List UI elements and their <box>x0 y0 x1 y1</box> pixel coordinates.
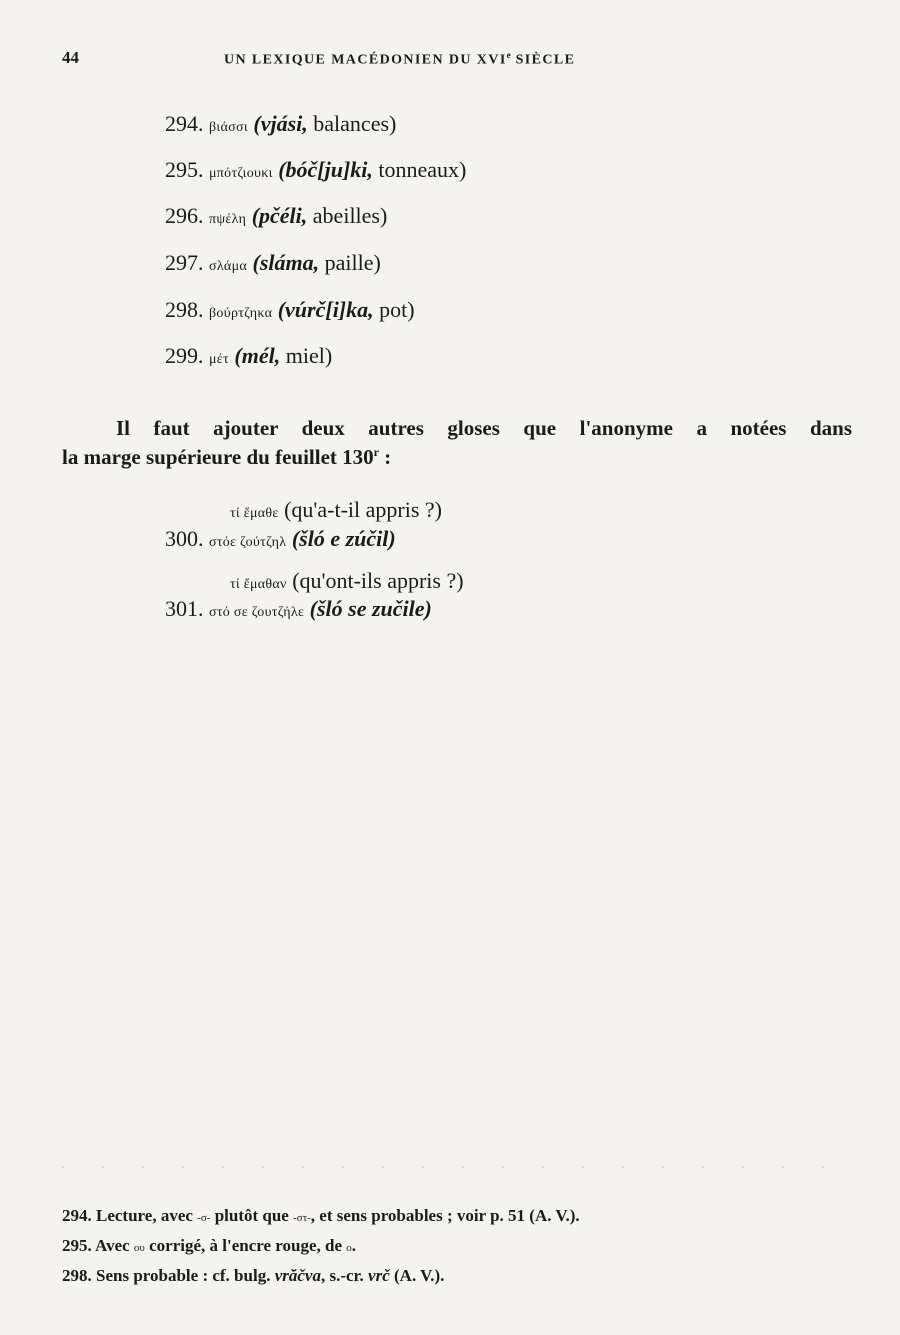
footnote-294 <box>62 1202 862 1232</box>
entry-number: 296. <box>165 203 204 228</box>
footnote-number: 294. <box>62 1206 92 1225</box>
running-title-end: SIÈCLE <box>510 52 576 68</box>
gloss-301-above <box>230 568 464 594</box>
footnote-italic: vrč <box>368 1266 390 1285</box>
footnote-text: (A. V.). <box>389 1266 445 1285</box>
entry-gloss: miel) <box>280 343 333 368</box>
footnote-text: , et sens probables ; voir p. 51 (A. V.). <box>310 1206 580 1225</box>
entry-translit: (mél, <box>234 343 281 368</box>
gloss-number: 300. <box>165 526 204 551</box>
gloss-300 <box>165 526 396 552</box>
footnote-greek: -στ- <box>293 1212 311 1224</box>
running-title <box>224 50 575 69</box>
entry-299 <box>165 343 332 369</box>
footnote-text: . <box>351 1236 357 1255</box>
entry-greek: μέτ <box>209 352 229 367</box>
gloss-301 <box>165 596 432 622</box>
gloss-translit: (šló se zučile) <box>309 596 432 621</box>
gloss-translit: (šló e zúčil) <box>291 526 396 551</box>
entry-translit: (bóč[ju]ki, <box>278 157 373 182</box>
entry-gloss: tonneaux) <box>372 157 467 182</box>
gloss-number: 301. <box>165 596 204 621</box>
gloss-300-above <box>230 497 442 523</box>
entry-295 <box>165 157 466 183</box>
entry-greek: πψέλη <box>209 212 247 227</box>
entry-gloss: abeilles) <box>307 203 388 228</box>
footnote-text: Sens probable : cf. bulg. <box>91 1266 275 1285</box>
footnote-text: Avec <box>91 1236 134 1255</box>
entry-translit: (vjási, <box>253 111 308 136</box>
entry-translit: (pčéli, <box>251 203 308 228</box>
page-number: 44 <box>62 48 79 67</box>
footnote-greek: ο <box>346 1242 352 1254</box>
entry-296 <box>165 203 387 229</box>
entry-greek: μπότζιουκι <box>209 166 273 181</box>
gloss-greek: στόε ζούτζηλ <box>209 535 287 550</box>
footnote-text: plutôt que <box>210 1206 294 1225</box>
gloss-greek: στό σε ζουτζήλε <box>209 605 305 620</box>
paragraph-line-2 <box>62 440 852 469</box>
entry-number: 299. <box>165 343 204 368</box>
running-title-sup: e <box>506 50 511 60</box>
entry-297 <box>165 250 381 276</box>
entry-number: 294. <box>165 111 204 136</box>
footnote-italic: vrăčva <box>274 1266 321 1285</box>
gloss-greek-above: τί ἔμαθε <box>230 506 279 521</box>
entry-gloss: balances) <box>307 111 397 136</box>
entry-translit: (vúrč[i]ka, <box>277 297 374 322</box>
entry-number: 295. <box>165 157 204 182</box>
paragraph-line-2-sup: r <box>373 445 379 459</box>
footnote-295 <box>62 1232 862 1262</box>
gloss-greek-above: τί ἔμαθαν <box>230 577 287 592</box>
running-title-text: UN LEXIQUE MACÉDONIEN DU XVI <box>224 52 507 68</box>
footnote-text: , s.-cr. <box>320 1266 369 1285</box>
entry-number: 297. <box>165 250 204 275</box>
gloss-french: (qu'ont-ils appris ?) <box>286 568 464 593</box>
footnote-separator <box>62 1166 862 1168</box>
paragraph-line-2-end: : <box>379 445 392 469</box>
footnote-298 <box>62 1262 862 1290</box>
footnote-greek: -σ- <box>197 1212 211 1224</box>
footnote-text: corrigé, à l'encre rouge, de <box>144 1236 347 1255</box>
gloss-french: (qu'a-t-il appris ?) <box>278 497 443 522</box>
paragraph-line-1: Il faut ajouter deux autres gloses que l'anonyme a notées dans <box>116 416 852 440</box>
entry-greek: βιάσσι <box>209 120 248 135</box>
entry-294 <box>165 111 396 137</box>
entry-gloss: paille) <box>319 250 381 275</box>
footnotes <box>62 1202 862 1290</box>
body-paragraph <box>62 416 852 469</box>
footnote-number: 298. <box>62 1266 92 1285</box>
entry-gloss: pot) <box>373 297 415 322</box>
entry-298 <box>165 297 415 323</box>
footnote-number: 295. <box>62 1236 92 1255</box>
footnote-text: Lecture, avec <box>91 1206 198 1225</box>
footnote-greek: ου <box>133 1242 145 1254</box>
entry-number: 298. <box>165 297 204 322</box>
paragraph-line-2-text: la marge supérieure du feuillet 130 <box>62 445 374 469</box>
entry-greek: σλάμα <box>209 259 248 274</box>
entry-greek: βούρτζηκα <box>209 306 273 321</box>
entry-translit: (sláma, <box>252 250 320 275</box>
